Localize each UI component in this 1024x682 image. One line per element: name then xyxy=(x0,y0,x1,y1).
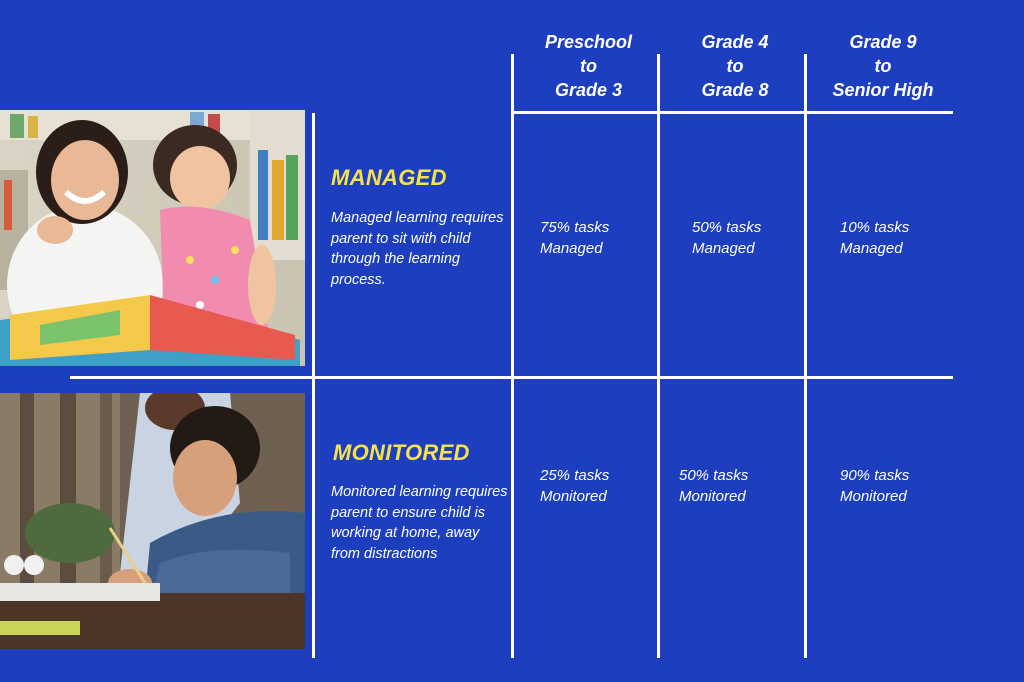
cell-label: Managed xyxy=(540,239,603,257)
cell-label: Monitored xyxy=(679,487,746,505)
column-header-line: Senior High xyxy=(832,80,934,100)
cell-monitored-grade9 xyxy=(840,466,909,507)
grid-line-horizontal xyxy=(70,376,953,379)
cell-percentage: 75% tasks xyxy=(540,219,610,236)
cell-percentage: 90% tasks xyxy=(840,467,910,484)
photo-child-studying-at-desk xyxy=(0,393,305,649)
column-header-grade9 xyxy=(808,30,958,102)
row-description-monitored: Monitored learning requires parent to ensure child is working at home, away from distractions xyxy=(331,484,508,562)
cell-label: Monitored xyxy=(840,487,907,505)
cell-label: Managed xyxy=(692,239,755,257)
cell-monitored-preschool xyxy=(540,466,609,507)
cell-monitored-grade4 xyxy=(679,466,748,507)
column-header-line: Grade 4 xyxy=(701,32,769,52)
managed-learning-photo xyxy=(0,110,305,366)
column-header-line: Grade 3 xyxy=(554,80,623,100)
cell-percentage: 50% tasks xyxy=(679,467,749,484)
column-header-line: Grade 9 xyxy=(849,32,917,52)
row-title-managed: MANAGED xyxy=(331,165,447,190)
photo-parent-reading-with-child xyxy=(0,110,305,366)
column-header-line: to xyxy=(580,56,597,76)
column-header-grade4 xyxy=(662,30,808,102)
grid-line-vertical xyxy=(511,54,514,658)
column-header-line: to xyxy=(726,56,744,76)
cell-percentage: 50% tasks xyxy=(692,219,762,236)
cell-label: Managed xyxy=(840,239,903,257)
cell-percentage: 25% tasks xyxy=(540,467,610,484)
cell-managed-grade4 xyxy=(692,218,761,259)
grid-line-vertical xyxy=(312,113,315,658)
column-header-line: to xyxy=(874,56,892,76)
cell-managed-preschool xyxy=(540,218,609,259)
cell-percentage: 10% tasks xyxy=(840,219,910,236)
column-header-line: Grade 8 xyxy=(701,80,769,100)
grid-line-horizontal xyxy=(511,111,953,114)
row-title-monitored: MONITORED xyxy=(333,440,470,465)
cell-label: Monitored xyxy=(540,487,607,505)
cell-managed-grade9 xyxy=(840,218,909,259)
row-description-managed: Managed learning requires parent to sit with child through the learning process. xyxy=(331,210,504,288)
monitored-learning-photo xyxy=(0,393,305,649)
column-header-line: Preschool xyxy=(544,32,633,52)
grid-line-vertical xyxy=(804,54,807,658)
grid-line-vertical xyxy=(657,54,660,658)
column-header-preschool xyxy=(516,30,661,102)
